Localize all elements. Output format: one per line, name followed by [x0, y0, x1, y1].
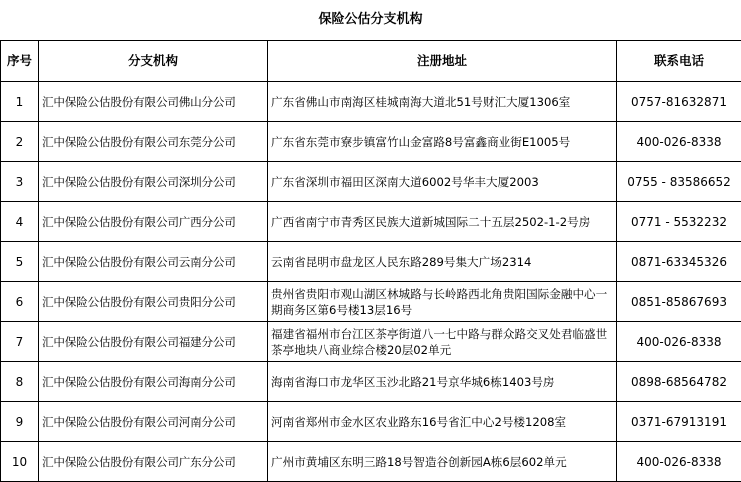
- cell-addr: 广州市黄埔区东明三路18号智造谷创新园A栋6层602单元: [268, 442, 617, 482]
- cell-addr: 广东省佛山市南海区桂城南海大道北51号财汇大厦1306室: [268, 82, 617, 122]
- table-row: [1, 162, 741, 202]
- cell-org: 汇中保险公估股份有限公司深圳分公司: [39, 162, 268, 202]
- header-addr: 注册地址: [268, 41, 617, 82]
- cell-no: 1: [1, 82, 39, 122]
- cell-tel: 0898-68564782: [617, 362, 741, 402]
- table-row: [1, 242, 741, 282]
- cell-org: 汇中保险公估股份有限公司广东分公司: [39, 442, 268, 482]
- cell-org: 汇中保险公估股份有限公司河南分公司: [39, 402, 268, 442]
- cell-addr: 广西省南宁市青秀区民族大道新城国际二十五层2502-1-2号房: [268, 202, 617, 242]
- sheet-title: 保险公估分支机构: [0, 0, 741, 40]
- cell-no: 7: [1, 322, 39, 362]
- cell-addr: 贵州省贵阳市观山湖区林城路与长岭路西北角贵阳国际金融中心一期商务区第6号楼13层16号: [268, 282, 617, 322]
- cell-org: 汇中保险公估股份有限公司云南分公司: [39, 242, 268, 282]
- cell-addr: 云南省昆明市盘龙区人民东路289号集大广场2314: [268, 242, 617, 282]
- branch-table: [0, 40, 741, 482]
- cell-tel: 400-026-8338: [617, 122, 741, 162]
- table-row: [1, 402, 741, 442]
- cell-no: 2: [1, 122, 39, 162]
- header-tel: 联系电话: [617, 41, 741, 82]
- cell-org: 汇中保险公估股份有限公司福建分公司: [39, 322, 268, 362]
- table-row: [1, 202, 741, 242]
- header-row: [1, 41, 741, 82]
- cell-addr: 广东省东莞市寮步镇富竹山金富路8号富鑫商业街E1005号: [268, 122, 617, 162]
- cell-addr: 河南省郑州市金水区农业路东16号省汇中心2号楼1208室: [268, 402, 617, 442]
- header-no: 序号: [1, 41, 39, 82]
- table-body: [1, 82, 741, 482]
- header-org: 分支机构: [39, 41, 268, 82]
- cell-tel: 0755 - 83586652: [617, 162, 741, 202]
- cell-org: 汇中保险公估股份有限公司海南分公司: [39, 362, 268, 402]
- table-row: [1, 282, 741, 322]
- cell-tel: 0757-81632871: [617, 82, 741, 122]
- table-row: [1, 82, 741, 122]
- cell-no: 9: [1, 402, 39, 442]
- cell-org: 汇中保险公估股份有限公司贵阳分公司: [39, 282, 268, 322]
- cell-tel: 0771 - 5532232: [617, 202, 741, 242]
- cell-tel: 400-026-8338: [617, 442, 741, 482]
- table-row: [1, 322, 741, 362]
- cell-org: 汇中保险公估股份有限公司东莞分公司: [39, 122, 268, 162]
- table-row: [1, 442, 741, 482]
- cell-addr: 福建省福州市台江区茶亭街道八一七中路与群众路交叉处君临盛世茶亭地块八商业综合楼20层02单元: [268, 322, 617, 362]
- cell-tel: 400-026-8338: [617, 322, 741, 362]
- cell-no: 10: [1, 442, 39, 482]
- cell-org: 汇中保险公估股份有限公司佛山分公司: [39, 82, 268, 122]
- table-row: [1, 122, 741, 162]
- cell-no: 3: [1, 162, 39, 202]
- cell-addr: 海南省海口市龙华区玉沙北路21号京华城6栋1403号房: [268, 362, 617, 402]
- cell-no: 4: [1, 202, 39, 242]
- table-row: [1, 362, 741, 402]
- cell-no: 5: [1, 242, 39, 282]
- cell-no: 6: [1, 282, 39, 322]
- cell-addr: 广东省深圳市福田区深南大道6002号华丰大厦2003: [268, 162, 617, 202]
- cell-org: 汇中保险公估股份有限公司广西分公司: [39, 202, 268, 242]
- cell-tel: 0851-85867693: [617, 282, 741, 322]
- cell-tel: 0371-67913191: [617, 402, 741, 442]
- cell-tel: 0871-63345326: [617, 242, 741, 282]
- cell-no: 8: [1, 362, 39, 402]
